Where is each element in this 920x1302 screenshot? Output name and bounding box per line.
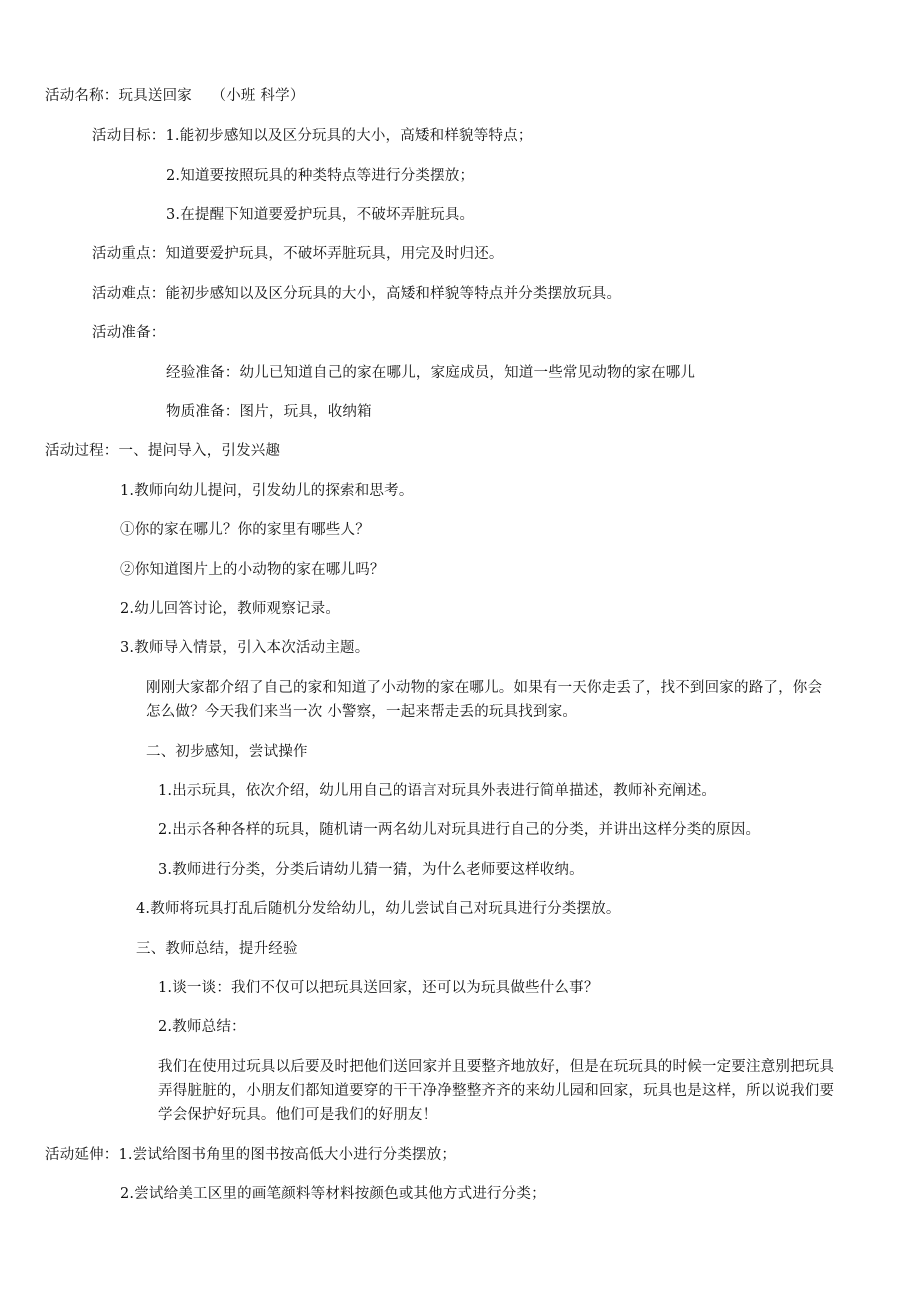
s2-item-1: 1.出示玩具，依次介绍，幼儿用自己的语言对玩具外表进行简单描述，教师补充阐述。 [158,783,717,799]
difficulty: 活动难点：能初步感知以及区分玩具的大小，高矮和样貌等特点并分类摆放玩具。 [92,286,622,302]
preparation-materials: 物质准备：图片，玩具，收纳箱 [166,404,372,420]
extension-item-1: 活动延伸：1.尝试给图书角里的图书按高低大小进行分类摆放； [45,1147,457,1163]
s3-paragraph-line-2: 弄得脏脏的，小朋友们都知道要穿的干干净净整整齐齐的来幼儿园和回家，玩具也是这样，所以说我们要 [158,1083,835,1099]
key-point: 活动重点：知道要爱护玩具，不破坏弄脏玩具，用完及时归还。 [92,246,504,262]
objectives-label: 活动目标： [92,128,166,144]
activity-name: 活动名称：玩具送回家 （小班 科学） [45,88,305,104]
s3-item-1: 1.谈一谈：我们不仅可以把玩具送回家，还可以为玩具做些什么事？ [158,980,599,996]
s2-heading: 二、初步感知，尝试操作 [146,744,308,760]
s1-item-2: 2.幼儿回答讨论，教师观察记录。 [120,601,341,617]
s1-question-2: ②你知道图片上的小动物的家在哪儿吗？ [120,562,385,578]
s2-item-2: 2.出示各种各样的玩具，随机请一两名幼儿对玩具进行自己的分类，并讲出这样分类的原因。 [158,822,761,838]
objective-item-1: 1.能初步感知以及区分玩具的大小，高矮和样貌等特点； [165,128,533,144]
preparation-label: 活动准备： [92,325,166,341]
objective-item-3: 3.在提醒下知道要爱护玩具，不破坏弄脏玩具。 [166,207,475,223]
s1-paragraph-line-2: 怎么做？今天我们来当一次 小警察，一起来帮走丢的玩具找到家。 [146,704,578,720]
preparation-experience: 经验准备：幼儿已知道自己的家在哪儿，家庭成员，知道一些常见动物的家在哪儿 [166,365,696,381]
s1-paragraph-line-1: 刚刚大家都介绍了自己的家和知道了小动物的家在哪儿。如果有一天你走丢了，找不到回家的路了，你会 [146,680,823,696]
objectives-line-1 [92,126,533,146]
s1-question-1: ①你的家在哪儿？你的家里有哪些人？ [120,522,370,538]
s3-paragraph-line-3: 学会保护好玩具。他们可是我们的好朋友！ [158,1107,438,1123]
s2-item-3: 3.教师进行分类，分类后请幼儿猜一猜，为什么老师要这样收纳。 [158,862,584,878]
s3-item-2: 2.教师总结： [158,1019,246,1035]
s1-item-3: 3.教师导入情景，引入本次活动主题。 [120,640,370,656]
process-heading: 活动过程：一、提问导入，引发兴趣 [45,443,281,459]
extension-item-2: 2.尝试给美工区里的画笔颜料等材料按颜色或其他方式进行分类； [120,1186,546,1202]
s3-heading: 三、教师总结，提升经验 [136,941,298,957]
s3-paragraph-line-1: 我们在使用过玩具以后要及时把他们送回家并且要整齐地放好，但是在玩玩具的时候一定要注意别把玩具 [158,1059,835,1075]
objective-item-2: 2.知道要按照玩具的种类特点等进行分类摆放； [166,168,475,184]
s1-item-1: 1.教师向幼儿提问，引发幼儿的探索和思考。 [120,483,414,499]
s2-item-4: 4.教师将玩具打乱后随机分发给幼儿，幼儿尝试自己对玩具进行分类摆放。 [136,901,621,917]
